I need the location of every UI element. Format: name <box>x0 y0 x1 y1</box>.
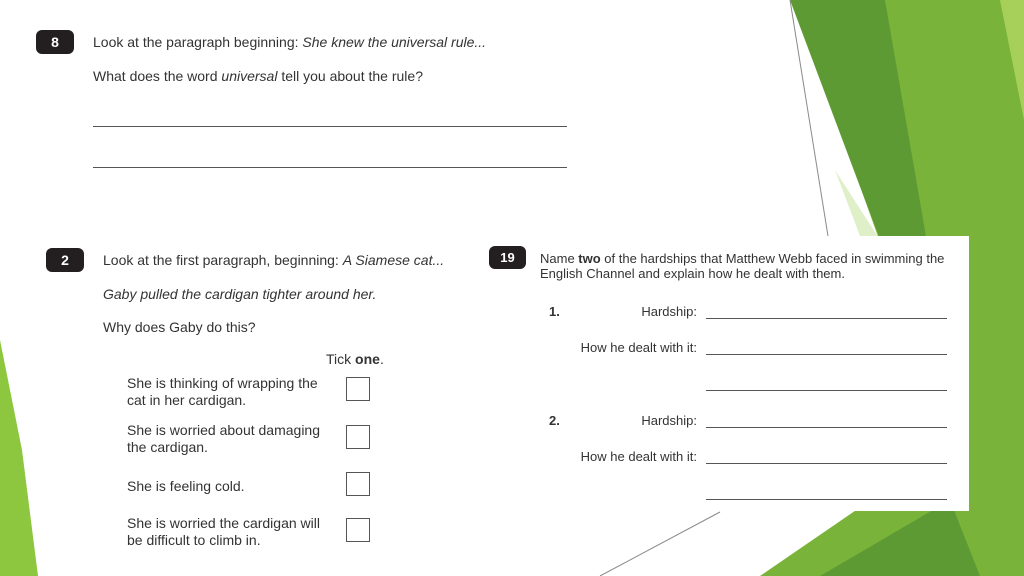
tick-c: . <box>379 351 384 367</box>
item-2-number: 2. <box>549 413 560 428</box>
item-2-dealt-line-1[interactable] <box>706 463 947 464</box>
question-19 <box>478 236 969 511</box>
option-4-text <box>127 515 320 549</box>
thin-line-bottom <box>600 512 720 576</box>
prompt-quote: She knew the universal rule... <box>302 34 487 50</box>
option-2-text <box>127 422 320 456</box>
option-1-line-1: She is thinking of wrapping the <box>127 375 318 391</box>
tick-a: Tick <box>326 351 356 367</box>
question-2 <box>0 236 470 576</box>
item-1-hardship-line[interactable] <box>706 318 947 319</box>
item-2-hardship-label: Hardship: <box>641 413 697 428</box>
option-2-line-1: She is worried about damaging <box>127 422 321 438</box>
option-1-line-2: cat in her cardigan. <box>127 392 247 408</box>
question-text-a: What does the word <box>93 68 222 84</box>
item-2-dealt-line-2[interactable] <box>706 499 947 500</box>
item-1-dealt-line-1[interactable] <box>706 354 947 355</box>
question-8 <box>0 0 780 220</box>
question-number-badge: 8 <box>36 30 74 54</box>
question-number-badge: 19 <box>489 246 526 269</box>
question-prompt <box>103 252 444 269</box>
prompt-line-2: English Channel and explain how he dealt with them. <box>540 266 845 281</box>
quoted-sentence: Gaby pulled the cardigan tighter around her. <box>103 286 377 302</box>
option-3-checkbox[interactable] <box>346 472 370 496</box>
option-4-checkbox[interactable] <box>346 518 370 542</box>
question-text <box>93 68 423 85</box>
question-prompt <box>540 251 944 281</box>
question-keyword: universal <box>221 68 278 84</box>
item-1-dealt-line-2[interactable] <box>706 390 947 391</box>
question-text-b: tell you about the rule? <box>277 68 423 84</box>
option-2-checkbox[interactable] <box>346 425 370 449</box>
option-3-text <box>127 478 245 495</box>
item-2-dealt-label: How he dealt with it: <box>580 449 697 464</box>
option-2-line-2: the cardigan. <box>127 439 208 455</box>
prompt-a: Name <box>540 251 579 266</box>
prompt-b: of the hardships that Matthew Webb faced in swimming the <box>600 251 945 266</box>
option-4-line-1: She is worried the cardigan will <box>127 515 320 531</box>
prompt-quote: A Siamese cat... <box>342 252 445 268</box>
item-1-dealt-label: How he dealt with it: <box>580 340 697 355</box>
option-3-line-1: She is feeling cold. <box>127 478 245 494</box>
prompt-text: Look at the paragraph beginning: <box>93 34 303 50</box>
answer-line-2[interactable] <box>93 167 567 168</box>
item-1-hardship-label: Hardship: <box>641 304 697 319</box>
tick-one: one <box>355 351 380 367</box>
question-number-badge: 2 <box>46 248 84 272</box>
option-1-checkbox[interactable] <box>346 377 370 401</box>
option-4-line-2: be difficult to climb in. <box>127 532 261 548</box>
prompt-line-1 <box>540 251 944 266</box>
item-2-hardship-line[interactable] <box>706 427 947 428</box>
question-prompt <box>93 34 486 51</box>
answer-line-1[interactable] <box>93 126 567 127</box>
prompt-text: Look at the first paragraph, beginning: <box>103 252 343 268</box>
prompt-bold: two <box>578 251 601 266</box>
option-1-text <box>127 375 318 409</box>
item-1-number: 1. <box>549 304 560 319</box>
question-text: Why does Gaby do this? <box>103 319 256 335</box>
tick-instruction <box>326 351 384 368</box>
